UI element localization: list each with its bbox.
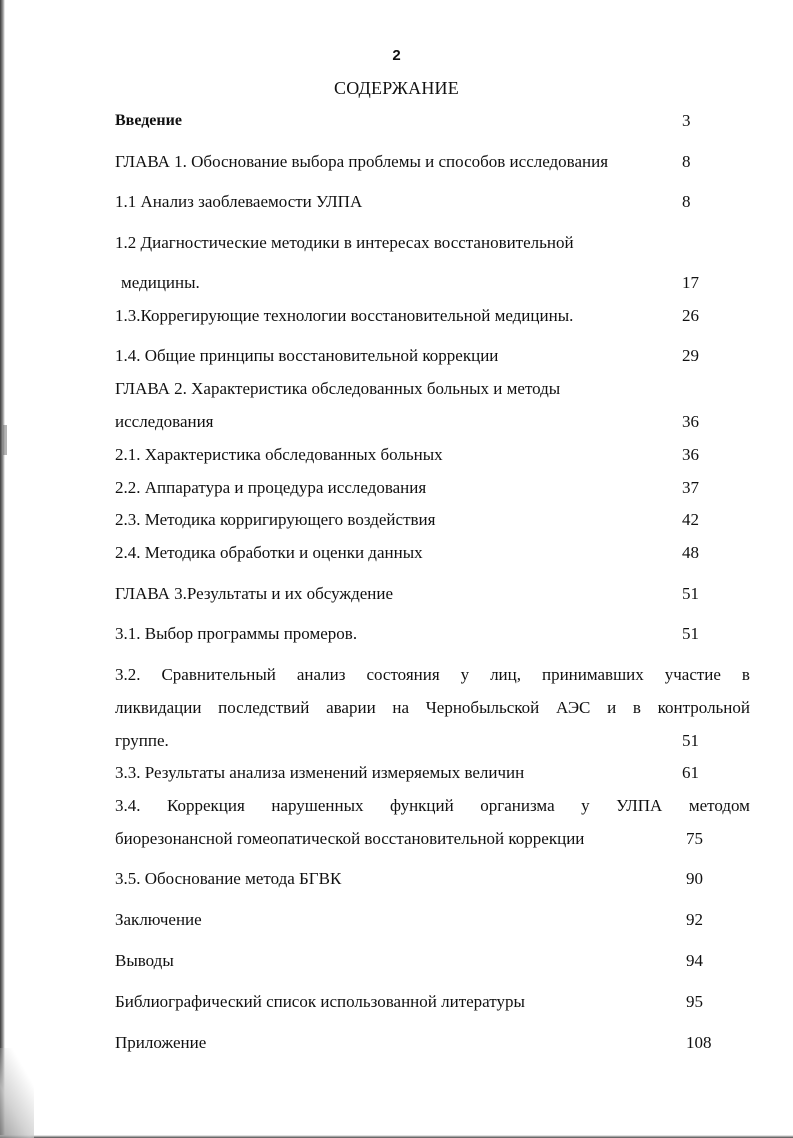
toc-entry-page: 8 — [682, 192, 691, 211]
toc-entry-label-line2: медицины. — [121, 273, 200, 292]
toc-word: Чернобыльской — [425, 698, 540, 717]
toc-word: нарушенных — [271, 796, 364, 815]
toc-entry-label: 3.1. Выбор программы промеров. — [115, 624, 358, 643]
toc-word: Коррекция — [167, 796, 245, 815]
toc-word: организма — [480, 796, 555, 815]
toc-entry-page: 17 — [682, 273, 699, 292]
toc-word: в — [741, 665, 750, 684]
toc-entry-label: Приложение — [115, 1033, 207, 1052]
toc-word: анализ — [296, 665, 346, 684]
toc-entry-page: 95 — [686, 992, 703, 1011]
toc-word: Сравнительный — [161, 665, 276, 684]
toc-word: 3.2. — [115, 665, 141, 684]
toc-word: функций — [389, 796, 454, 815]
toc-word: у — [460, 665, 470, 684]
toc-word: 3.4. — [115, 796, 141, 815]
toc-entry-page: 75 — [686, 829, 703, 848]
toc-entry-page: 42 — [682, 510, 699, 529]
toc-entry-label-line3: группе. — [115, 731, 169, 750]
toc-entry-label: 2.2. Аппаратура и процедура исследования — [115, 478, 427, 497]
scan-edge-left — [0, 0, 5, 1138]
toc-entry-page: 26 — [682, 306, 699, 325]
toc-entry-page: 90 — [686, 869, 703, 888]
scan-speck — [3, 425, 7, 455]
toc-entry-label: 3.5. Обоснование метода БГВК — [115, 869, 342, 888]
toc-entry-label: 2.3. Методика корригирующего воздействия — [115, 510, 436, 529]
toc-word: и — [607, 698, 617, 717]
toc-word: АЭС — [555, 698, 591, 717]
toc-entry-page: 51 — [682, 731, 699, 750]
toc-word: лиц, — [490, 665, 522, 684]
toc-entry-page: 48 — [682, 543, 699, 562]
toc-entry-label: 2.1. Характеристика обследованных больных — [115, 445, 443, 464]
toc-word: последствий — [218, 698, 310, 717]
toc-entry-label: ГЛАВА 1. Обоснование выбора проблемы и способов исследования — [115, 152, 609, 171]
toc-word: методом — [688, 796, 750, 815]
toc-entry-label-line2: биорезонансной гомеопатической восстановительной коррекции — [115, 829, 585, 848]
toc-word: УЛПА — [616, 796, 663, 815]
toc-entry-page: 36 — [682, 445, 699, 464]
toc-entry-label: Введение — [115, 112, 182, 129]
toc-entry-label-line1: 1.2 Диагностические методики в интересах восстановительной — [115, 233, 574, 252]
toc-entry-page: 8 — [682, 152, 691, 171]
toc-entry-label: Выводы — [115, 951, 174, 970]
toc-entry-label: 1.3.Коррегирующие технологии восстановительной медицины. — [115, 306, 574, 325]
toc-entry-section-3-4-line1 — [115, 796, 750, 816]
toc-entry-label-line2: исследования — [115, 412, 214, 431]
page-number: 2 — [392, 47, 401, 64]
toc-entry-page: 108 — [686, 1033, 712, 1052]
toc-word: ликвидации — [115, 698, 202, 717]
toc-entry-label: 1.1 Анализ заоблеваемости УЛПА — [115, 192, 363, 211]
toc-entry-page: 92 — [686, 910, 703, 929]
toc-entry-label: Библиографический список использованной литературы — [115, 992, 525, 1011]
toc-word: контрольной — [657, 698, 750, 717]
toc-word: состояния — [366, 665, 440, 684]
toc-word: участие — [664, 665, 721, 684]
toc-entry-page: 37 — [682, 478, 699, 497]
toc-entry-page: 36 — [682, 412, 699, 431]
toc-word: у — [581, 796, 590, 815]
toc-entry-section-3-2-line2 — [115, 698, 750, 718]
toc-entry-label: ГЛАВА 3.Результаты и их обсуждение — [115, 584, 394, 603]
toc-entry-page: 51 — [682, 584, 699, 603]
toc-word: аварии — [326, 698, 376, 717]
toc-entry-label: 3.3. Результаты анализа изменений измеряемых величин — [115, 763, 525, 782]
toc-word: в — [632, 698, 641, 717]
toc-entry-section-3-2-line1 — [115, 665, 750, 685]
toc-entry-label: 2.4. Методика обработки и оценки данных — [115, 543, 423, 562]
toc-word: на — [392, 698, 410, 717]
toc-entry-page: 61 — [682, 763, 699, 782]
toc-entry-page: 29 — [682, 346, 699, 365]
toc-entry-label-line1: ГЛАВА 2. Характеристика обследованных больных и методы — [115, 379, 561, 398]
toc-entry-label: 1.4. Общие принципы восстановительной коррекции — [115, 346, 499, 365]
scan-corner-shadow — [0, 1048, 34, 1138]
toc-word: принимавших — [541, 665, 644, 684]
toc-entry-label: Заключение — [115, 910, 202, 929]
toc-entry-page: 51 — [682, 624, 699, 643]
toc-title: СОДЕРЖАНИЕ — [334, 78, 459, 98]
toc-entry-page: 3 — [682, 111, 691, 130]
toc-entry-page: 94 — [686, 951, 703, 970]
